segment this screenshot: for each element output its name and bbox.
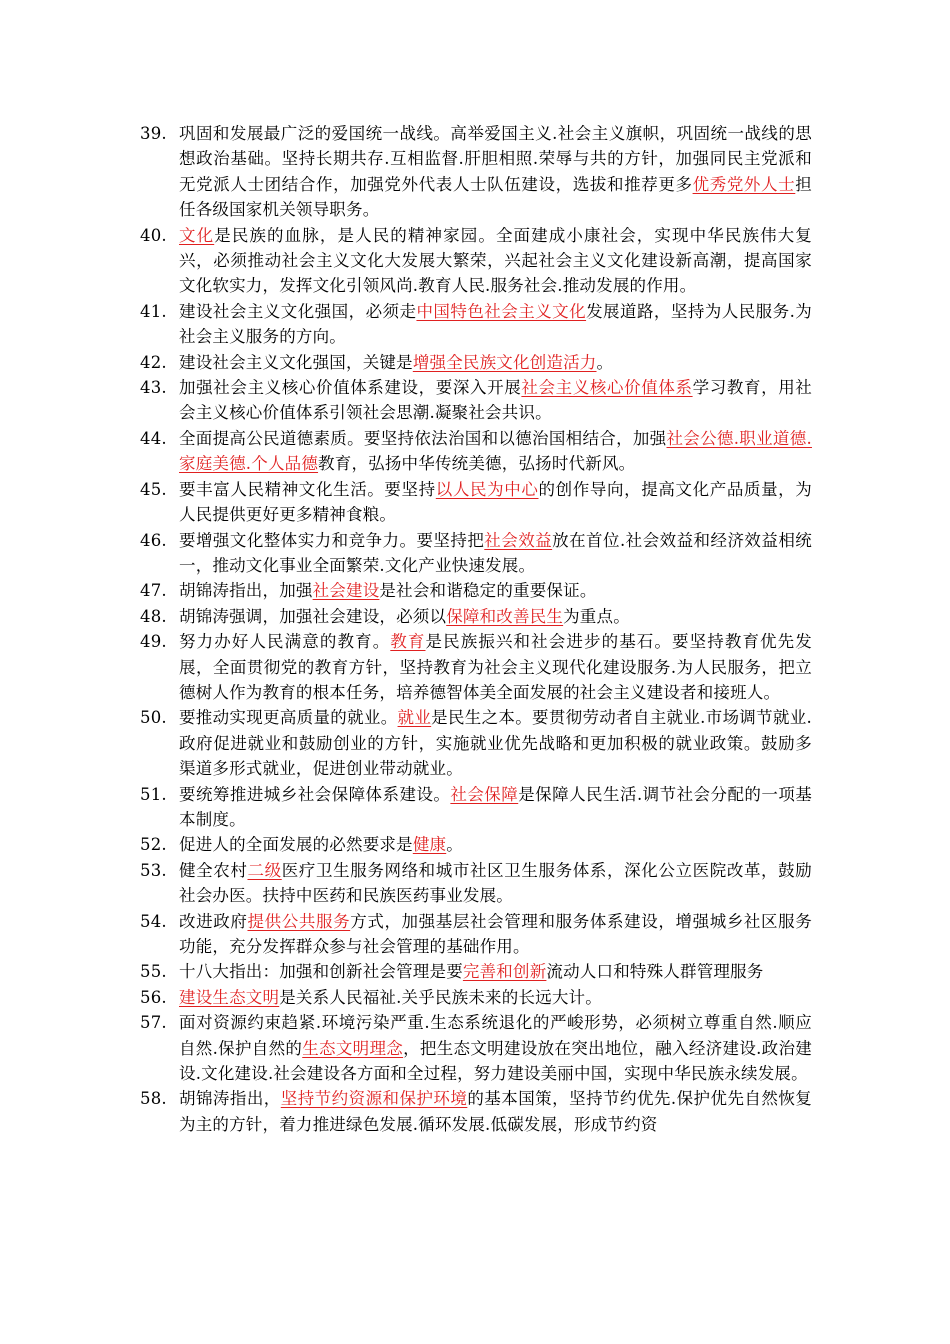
item-text: 放在首位.社会效益和经济效益相统一，推动文化事业全面繁荣.文化产业快速发展。: [179, 530, 812, 575]
item-number: 48.: [140, 606, 167, 626]
list-item: [140, 299, 812, 350]
list-item: [140, 782, 812, 833]
item-text: 是民生之本。要贯彻劳动者自主就业.市场调节就业.政府促进就业和鼓励创业的方针，实施就业优先战略和更加积极的就业政策。鼓励多渠道多形式就业，促进创业带动就业。: [179, 708, 812, 779]
item-number: 50.: [140, 708, 167, 728]
item-text: 面对资源约束趋紧.环境污染严重.生态系统退化的严峻形势，必须树立尊重自然.顺应自然.保护自然的: [179, 1013, 812, 1058]
item-text: 担任各级国家机关领导职务。: [179, 174, 812, 220]
list-item: [140, 832, 812, 857]
list-item: [140, 1086, 812, 1137]
item-number: 46.: [140, 530, 167, 550]
highlighted-answer: 增强全民族文化创造活力: [412, 352, 597, 372]
item-text: 是社会和谐稳定的重要保证。: [379, 581, 597, 601]
item-number: 53.: [140, 860, 167, 880]
item-number: 44.: [140, 428, 167, 448]
highlighted-answer: 社会建设: [312, 581, 380, 601]
item-text: 是民族振兴和社会进步的基石。要坚持教育优先发展，全面贯彻党的教育方针，坚持教育为社会主义现代化建设服务.为人民服务，把立德树人作为教育的根本任务，培养德智体美全面发展的社会主义建设者和接班人。: [179, 632, 812, 702]
item-number: 41.: [140, 301, 167, 321]
highlighted-answer: 以人民为中心: [435, 479, 539, 499]
list-item: [140, 223, 812, 299]
highlighted-answer: 教育: [390, 632, 426, 652]
item-text: 发展道路，坚持为人民服务.为社会主义服务的方向。: [179, 301, 812, 347]
highlighted-answer: 社会主义核心价值体系: [521, 378, 693, 398]
item-text: 十八大指出：加强和创新社会管理是要: [179, 962, 463, 982]
highlighted-answer: 中国特色社会主义文化: [416, 301, 587, 321]
item-text: 。: [446, 835, 463, 855]
list-item: [140, 578, 812, 603]
item-text: 流动人口和特殊人群管理服务: [546, 962, 764, 982]
item-text: 建设社会主义文化强国，必须走: [179, 301, 417, 321]
item-text: 胡锦涛指出，: [179, 1089, 281, 1109]
list-item: [140, 528, 812, 579]
list-item: [140, 604, 812, 629]
item-number: 47.: [140, 581, 167, 601]
item-number: 56.: [140, 987, 167, 1007]
highlighted-answer: 优秀党外人士: [692, 174, 796, 194]
item-text: 要统筹推进城乡社会保障体系建设。: [179, 784, 451, 804]
item-number: 43.: [140, 378, 167, 398]
highlighted-answer: 健康: [412, 835, 447, 855]
highlighted-answer: 坚持节约资源和保护环境: [280, 1089, 468, 1109]
item-text: 的创作导向，提高文化产品质量，为人民提供更好更多精神食粮。: [179, 479, 813, 525]
item-number: 54.: [140, 911, 167, 931]
list-item: [140, 629, 812, 705]
item-text: 。: [596, 352, 614, 372]
item-text: 要推动实现更高质量的就业。: [179, 708, 398, 728]
item-text: 巩固和发展最广泛的爱国统一战线。高举爱国主义.社会主义旗帜，巩固统一战线的思想政治基础。坚持长期共存.互相监督.肝胆相照.荣辱与共的方针，加强同民主党派和无党派人士团结合作，加强党外代表人士队伍建设，选拔和推荐更多: [179, 124, 812, 194]
item-number: 55.: [140, 962, 167, 982]
item-text: 努力办好人民满意的教育。: [179, 632, 391, 652]
list-item: [140, 705, 812, 781]
highlighted-answer: 社会效益: [484, 530, 553, 550]
highlighted-answer: 建设生态文明: [179, 987, 280, 1007]
item-number: 57.: [140, 1013, 167, 1033]
item-text: 胡锦涛强调，加强社会建设，必须以: [179, 606, 447, 626]
item-text: 改进政府: [179, 911, 248, 931]
item-text: 方式，加强基层社会管理和服务体系建设，增强城乡社区服务功能，充分发挥群众参与社会管理的基础作用。: [179, 911, 812, 956]
item-text: 全面提高公民道德素质。要坚持依法治国和以德治国相结合，加强: [179, 428, 667, 448]
list-item: [140, 858, 812, 909]
item-text: 是民族的血脉，是人民的精神家园。全面建成小康社会，实现中华民族伟大复兴，必须推动社会主义文化大发展大繁荣，兴起社会主义文化建设新高潮，提高国家文化软实力，发挥文化引领风尚.教育人民.服务社会.推动发展的作用。: [179, 225, 812, 296]
item-text: 教育，弘扬中华传统美德，弘扬时代新风。: [318, 454, 636, 474]
highlighted-answer: 完善和创新: [462, 962, 547, 982]
item-text: 是关系人民福祉.关乎民族未来的长远大计。: [279, 987, 602, 1007]
list-item: [140, 121, 812, 223]
list-item: [140, 985, 812, 1010]
item-text: 学习教育，用社会主义核心价值体系引领社会思潮.凝聚社会共识。: [179, 378, 813, 423]
item-text: 为重点。: [563, 606, 630, 626]
highlighted-answer: 社会公德.职业道德.家庭美德.个人品德: [179, 428, 812, 474]
item-text: 要增强文化整体实力和竞争力。要坚持把: [179, 530, 485, 550]
item-number: 58.: [140, 1089, 167, 1109]
item-text: 胡锦涛指出，加强: [179, 581, 313, 601]
highlighted-answer: 社会保障: [450, 784, 519, 804]
item-number: 51.: [140, 784, 167, 804]
list-item: [140, 909, 812, 960]
item-number: 40.: [140, 225, 167, 245]
list-item: [140, 350, 812, 375]
highlighted-answer: 提供公共服务: [247, 911, 351, 931]
list-item: [140, 426, 812, 477]
highlighted-answer: 二级: [247, 860, 282, 880]
item-text: 建设社会主义文化强国，关键是: [179, 352, 413, 372]
highlighted-answer: 就业: [397, 708, 432, 728]
highlighted-answer: 生态文明理念: [302, 1038, 404, 1058]
highlighted-answer: 文化: [179, 225, 215, 245]
numbered-list: [140, 121, 812, 1137]
item-number: 45.: [140, 479, 167, 499]
item-text: ，把生态文明建设放在突出地位，融入经济建设.政治建设.文化建设.社会建设各方面和全过程，努力建设美丽中国，实现中华民族永续发展。: [179, 1038, 812, 1084]
item-number: 39.: [140, 124, 167, 143]
highlighted-answer: 保障和改善民生: [446, 606, 564, 626]
item-text: 是保障人民生活.调节社会分配的一项基本制度。: [179, 784, 812, 829]
item-text: 促进人的全面发展的必然要求是: [179, 835, 413, 855]
item-text: 医疗卫生服务网络和城市社区卫生服务体系，深化公立医院改革，鼓励社会办医。扶持中医药和民族医药事业发展。: [179, 860, 812, 906]
list-item: [140, 375, 812, 426]
item-text: 的基本国策，坚持节约优先.保护优先自然恢复为主的方针，着力推进绿色发展.循环发展.低碳发展，形成节约资: [179, 1089, 812, 1134]
item-text: 要丰富人民精神文化生活。要坚持: [179, 479, 436, 499]
item-text: 健全农村: [179, 860, 248, 880]
list-item: [140, 477, 812, 528]
list-item: [140, 1010, 812, 1086]
item-text: 加强社会主义核心价值体系建设，要深入开展: [179, 378, 522, 398]
list-item: [140, 959, 812, 984]
item-number: 52.: [140, 835, 167, 855]
item-number: 49.: [140, 632, 167, 652]
item-number: 42.: [140, 352, 167, 372]
